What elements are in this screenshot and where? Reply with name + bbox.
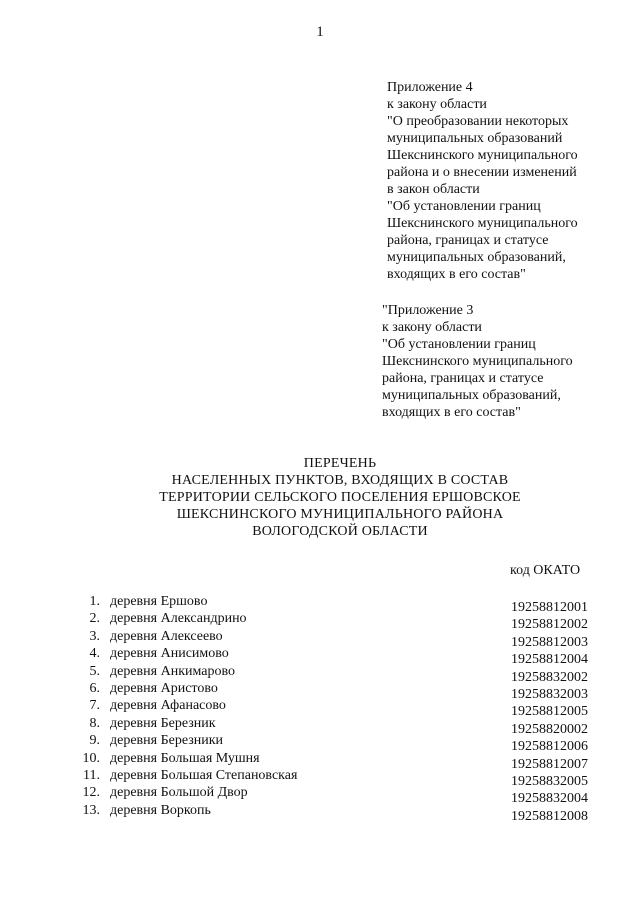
item-number: 2. <box>89 611 100 627</box>
item-number: 13. <box>82 802 100 818</box>
item-okato-code: 19258812001 <box>511 600 588 615</box>
appendix-4-line: в закон области <box>387 182 480 197</box>
item-number: 12. <box>82 785 100 801</box>
item-okato-code: 19258812006 <box>511 739 588 755</box>
item-name: деревня Алексеево <box>110 628 223 644</box>
item-okato-code: 19258812008 <box>511 808 588 824</box>
title-line: ВОЛОГОДСКОЙ ОБЛАСТИ <box>252 524 428 539</box>
appendix-4-line: муниципальных образований, <box>387 250 566 265</box>
item-number: 9. <box>89 733 100 749</box>
list-item <box>70 697 610 720</box>
item-name: деревня Анкимарово <box>110 663 235 679</box>
appendix-4-line: "О преобразовании некоторых <box>387 114 569 129</box>
item-name: деревня Воркопь <box>110 802 211 818</box>
item-name: деревня Большая Мушня <box>110 750 260 766</box>
settlement-list <box>70 593 610 824</box>
item-name: деревня Анисимово <box>110 646 229 662</box>
item-number: 6. <box>89 680 100 696</box>
appendix-3-line: Шекснинского муниципального <box>382 354 573 369</box>
item-number: 7. <box>89 698 100 714</box>
appendix-3-line: "Приложение 3 <box>382 303 474 318</box>
appendix-3-line: "Об установлении границ <box>382 337 536 352</box>
appendix-3-line: района, границах и статусе <box>382 371 544 386</box>
title-line: НАСЕЛЕННЫХ ПУНКТОВ, ВХОДЯЩИХ В СОСТАВ <box>171 473 509 488</box>
item-number: 5. <box>89 663 100 679</box>
item-okato-code: 19258832002 <box>511 669 588 685</box>
appendix-4-block <box>387 79 637 283</box>
item-name: деревня Большая Степановская <box>110 767 298 783</box>
item-name: деревня Александрино <box>110 611 247 627</box>
item-name: деревня Ершово <box>110 594 208 609</box>
list-item <box>70 784 610 807</box>
item-okato-code: 19258832004 <box>511 791 588 807</box>
list-item <box>70 610 610 633</box>
list-item <box>70 663 610 685</box>
item-name: деревня Афанасово <box>110 698 226 714</box>
item-number: 1. <box>89 594 100 609</box>
item-number: 10. <box>82 750 100 766</box>
title-line: ШЕКСНИНСКОГО МУНИЦИПАЛЬНОГО РАЙОНА <box>176 507 504 522</box>
appendix-4-line: района и о внесении изменений <box>387 165 577 180</box>
appendix-4-line: "Об установлении границ <box>387 199 541 214</box>
appendix-3-line: муниципальных образований, <box>382 388 561 403</box>
appendix-3-line: к закону области <box>382 320 482 335</box>
item-okato-code: 19258812007 <box>511 756 588 772</box>
list-item <box>70 593 610 615</box>
list-item <box>70 767 610 789</box>
item-name: деревня Аристово <box>110 680 218 696</box>
document-title <box>60 455 620 540</box>
item-name: деревня Березник <box>110 715 216 731</box>
title-line: ТЕРРИТОРИИ СЕЛЬСКОГО ПОСЕЛЕНИЯ ЕРШОВСКОЕ <box>159 490 521 505</box>
item-okato-code: 19258812004 <box>511 652 588 668</box>
appendix-4-line: Шекснинского муниципального <box>387 216 578 231</box>
item-okato-code: 19258832005 <box>511 773 588 789</box>
title-line: ПЕРЕЧЕНЬ <box>303 456 377 471</box>
item-okato-code: 19258812003 <box>511 634 588 650</box>
list-item <box>70 802 610 824</box>
list-item <box>70 732 610 755</box>
item-number: 4. <box>89 646 100 662</box>
item-number: 8. <box>89 715 100 731</box>
list-item <box>70 628 610 650</box>
appendix-4-line: Шекснинского муниципального <box>387 148 578 163</box>
appendix-4-line: к закону области <box>387 97 487 112</box>
appendix-4-line: входящих в его состав" <box>387 267 526 282</box>
okato-column-header: код ОКАТО <box>510 563 581 578</box>
item-okato-code: 19258812002 <box>511 617 588 633</box>
appendix-3-line: входящих в его состав" <box>382 405 521 420</box>
appendix-4-line: муниципальных образований <box>387 131 563 146</box>
appendix-4-line: Приложение 4 <box>387 80 473 95</box>
item-okato-code: 19258820002 <box>511 721 588 737</box>
list-item <box>70 645 610 668</box>
item-name: деревня Большой Двор <box>110 785 248 801</box>
page-number: 1 <box>316 24 324 40</box>
item-okato-code: 19258832003 <box>511 686 588 702</box>
item-number: 3. <box>89 628 100 644</box>
appendix-4-line: района, границах и статусе <box>387 233 549 248</box>
list-item <box>70 715 610 737</box>
item-number: 11. <box>83 767 100 783</box>
item-okato-code: 19258812005 <box>511 704 588 720</box>
appendix-3-block <box>382 302 632 421</box>
list-item <box>70 680 610 702</box>
list-item <box>70 750 610 772</box>
item-name: деревня Березники <box>110 733 224 749</box>
